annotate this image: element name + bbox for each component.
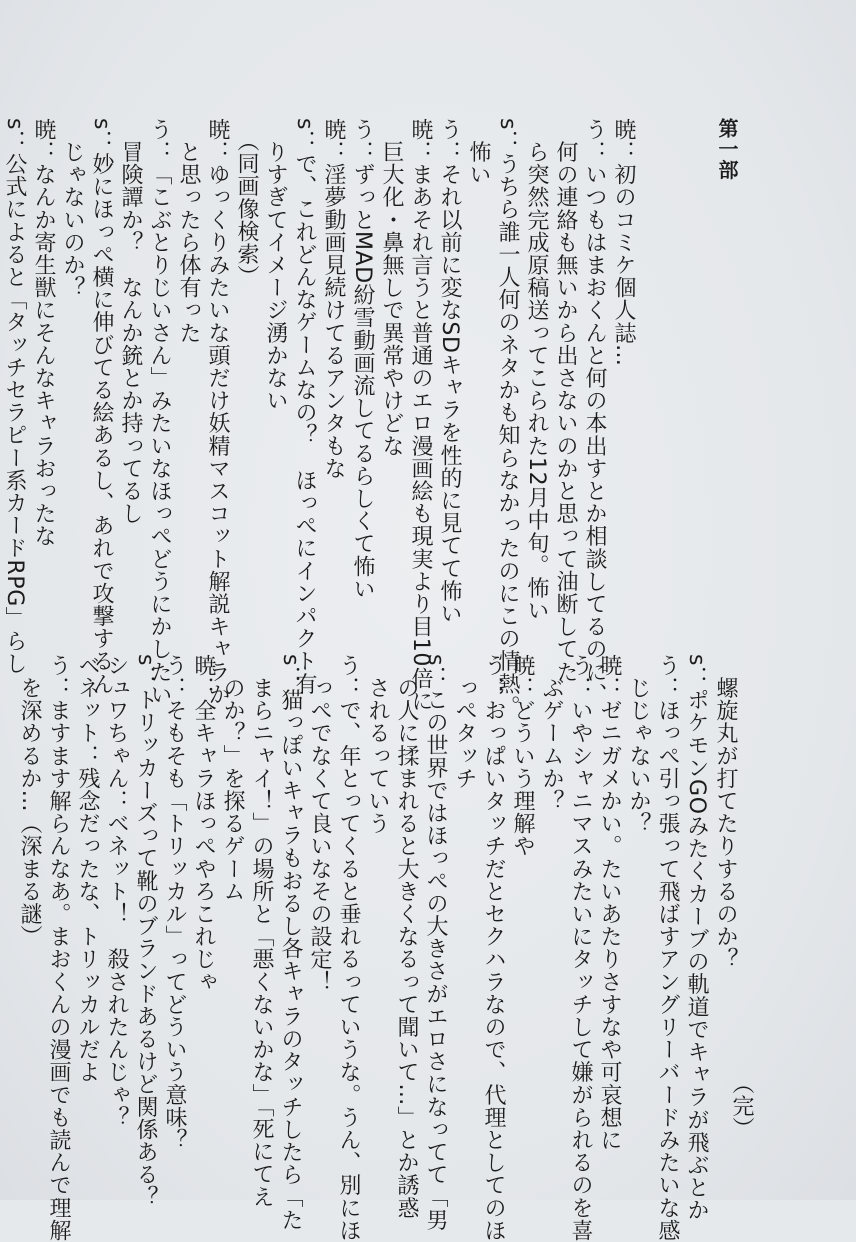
section-title: 第一部 — [715, 118, 739, 180]
dialogue-line: 暁：どういう理解や — [510, 654, 535, 858]
dialogue-line: う：ますます解らんなあ。まおくんの漫画でも読んで理解 — [46, 654, 71, 1242]
dialogue-line: 暁：淫夢動画見続けてるアンタもな — [321, 118, 346, 480]
dialogue-line: 冒険譚か？ なんか銃とか持ってるし — [118, 118, 143, 525]
upper-text-block — [0, 118, 792, 718]
dialogue-line: されるっていう — [365, 654, 390, 835]
dialogue-line: う：ほっぺ引っ張って飛ばすアングリーバードみたいな感 — [655, 654, 680, 1242]
end-mark — [673, 1072, 806, 1140]
dialogue-line: s：公式によると「タッチセラピー系カードRPG」らし — [2, 118, 27, 675]
dialogue-line: まらニャイ！」の場所と「悪くないかな」「死にてえ — [249, 654, 274, 1208]
dialogue-line: 暁：なんか寄生獣にそんなキャラおったな — [31, 118, 56, 548]
dialogue-line: う：それ以前に変なSDキャラを性的に見てて怖い — [437, 118, 462, 625]
dialogue-line: 暁：全キャラほっぺやろこれじゃ — [191, 654, 216, 993]
dialogue-line: ら突然完成原稿送ってこられた12月中旬。怖い — [524, 118, 549, 622]
dialogue-line: じゃないのか？ — [60, 118, 85, 299]
dialogue-line: s：この世界ではほっぺの大きさがエロさになってて「男 — [423, 654, 448, 1232]
dialogue-line: 何の連絡も無いから出さないのかと思って油断してた — [553, 118, 578, 683]
dialogue-line: じじゃないか？ — [626, 654, 651, 835]
dialogue-line: （同画像検索） — [234, 118, 259, 288]
dialogue-line: を深めるか…（深まる謎） — [17, 654, 42, 948]
end-mark-text: （完） — [729, 1072, 754, 1140]
dialogue-line: っぺでなくて良いなその設定！ — [307, 654, 332, 993]
dialogue-line: の人に揉まれると大きくなるって聞いて…」とか誘惑 — [394, 654, 419, 1219]
dialogue-line: シュワちゃん：ベネット！ 殺されたんじゃ？ — [104, 654, 129, 1129]
dialogue-line: う：いつもはまおくんと何の本出すとか相談してるのに、 — [582, 118, 607, 706]
dialogue-line: ベネット：残念だったな、トリッカルだよ — [75, 654, 100, 1084]
dialogue-line: 巨大化・鼻無しで異常やけどな — [379, 118, 404, 457]
dialogue-line: 暁：ゼニガメかい。たいあたりさすなや可哀想に — [597, 654, 622, 1152]
dialogue-line: のか？」を探るゲーム — [220, 654, 245, 903]
dialogue-line: 暁：ゆっくりみたいな頭だけ妖精マスコット解説キャラか — [205, 118, 230, 706]
dialogue-line: s：トリッカーズって靴のブランドあるけど関係ある？ — [133, 654, 158, 1209]
dialogue-line: s：猫っぽいキャラもおるし各キャラのタッチしたら「た — [278, 654, 303, 1232]
dialogue-line: う：ずっとMAD紛雪動画流してるらしくて怖い — [350, 118, 375, 601]
dialogue-line: 暁：まあそれ言うと普通のエロ漫画絵も現実より目10倍に — [408, 118, 433, 713]
dialogue-line: 螺旋丸が打てたりするのか？ — [713, 654, 738, 971]
dialogue-line: う：で、年とってくると垂れるっていうな。うん、別にほ — [336, 654, 361, 1242]
dialogue-line: 怖い — [466, 118, 491, 186]
dialogue-line: s：で、これどんなゲームなの？ ほっぺにインパクト有 — [292, 118, 317, 696]
dialogue-line: s：うちら誰一人何のネタかも知らなかったのにこの情熱。 — [495, 118, 520, 718]
dialogue-line: う：おっぱいタッチだとセクハラなので、代理としてのほ — [481, 654, 506, 1242]
dialogue-line: ぶゲームか？ — [539, 654, 564, 813]
lower-text-block — [0, 654, 790, 1242]
dialogue-line: う：いやシャニマスみたいにタッチして嫌がられるのを喜 — [568, 654, 593, 1242]
dialogue-line: っぺタッチ — [452, 654, 477, 790]
dialogue-line: う：そもそも「トリッカル」ってどういう意味？ — [162, 654, 187, 1152]
dialogue-line: 暁：初のコミケ個人誌… — [611, 118, 636, 367]
dialogue-line: う：「こぶとりじいさん」みたいなほっぺどうにかしたい — [147, 118, 172, 706]
dialogue-line: s：妙にほっぺ横に伸びてる絵あるし、あれで攻撃するん — [89, 118, 114, 696]
dialogue-line: s：ポケモンGOみたくカーブの軌道でキャラが飛ぶとか — [684, 654, 709, 1222]
dialogue-line: と思ったら体有った — [176, 118, 201, 344]
dialogue-line: りすぎてイメージ湧かない — [263, 118, 288, 412]
